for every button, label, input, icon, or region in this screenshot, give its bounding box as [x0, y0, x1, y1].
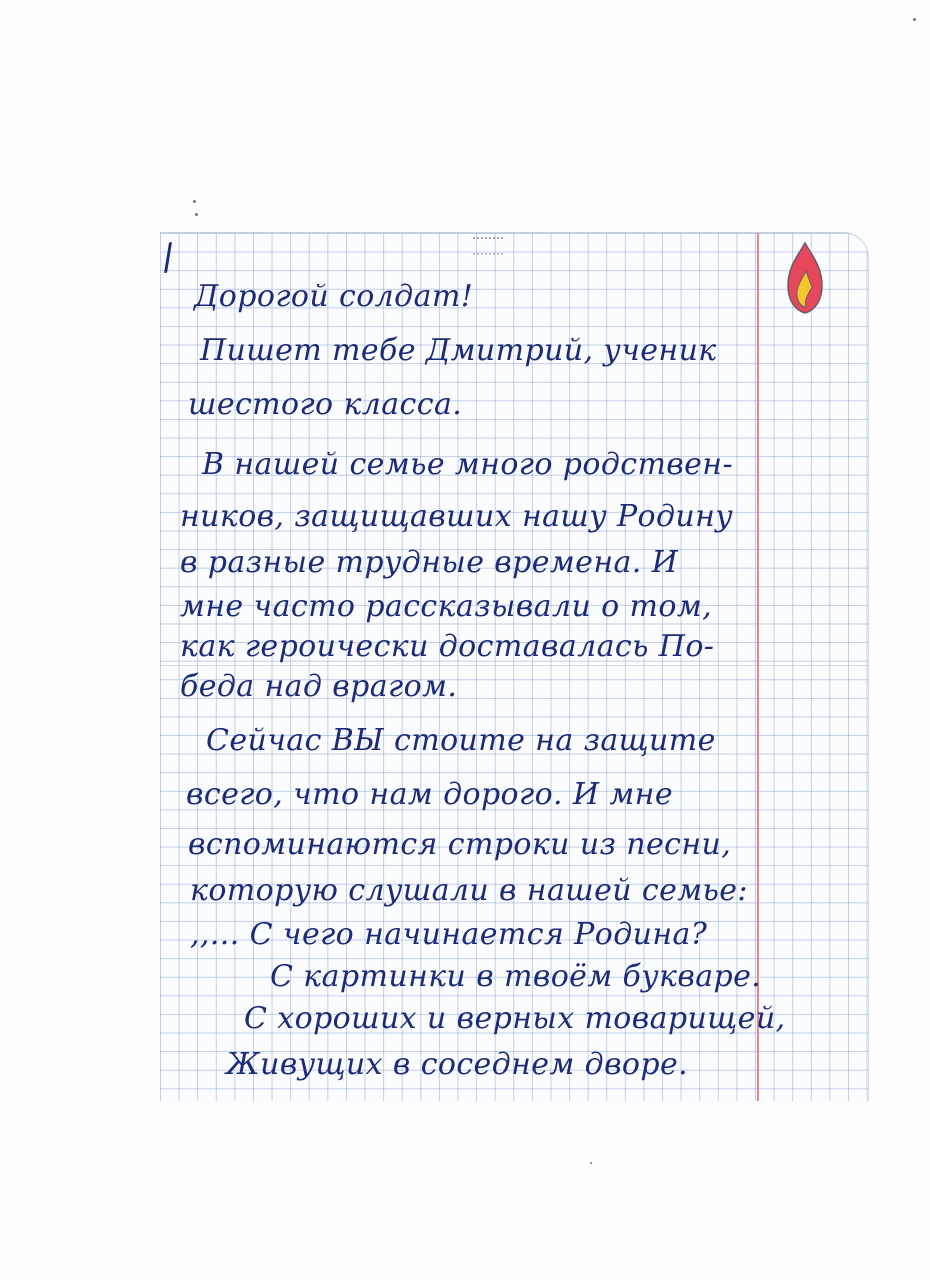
letter-line: которую слушали в нашей семье:: [190, 873, 748, 908]
scan-speck: [193, 200, 196, 203]
pencil-scribble: [473, 237, 503, 255]
letter-line: Пишет тебе Дмитрий, ученик: [200, 333, 717, 368]
corner-slash-mark: /: [159, 236, 177, 279]
fold-line: [160, 665, 868, 666]
notebook-sheet: [160, 232, 869, 1101]
letter-line: Дорогой солдат!: [194, 279, 474, 314]
letter-line: беда над врагом.: [180, 669, 458, 704]
letter-line: С хороших и верных товарищей,: [244, 1001, 786, 1036]
letter-line: Живущих в соседнем дворе.: [226, 1047, 689, 1082]
letter-line: Сейчас ВЫ стоите на защите: [206, 723, 716, 758]
letter-line: ,,... С чего начинается Родина?: [190, 917, 708, 952]
letter-line: С картинки в твоём букваре.: [270, 959, 762, 994]
letter-line: в разные трудные времена. И: [180, 545, 679, 580]
letter-line: шестого класса.: [188, 387, 463, 422]
scan-speck: [913, 18, 916, 21]
letter-line: всего, что нам дорого. И мне: [186, 777, 673, 812]
letter-line: как героически доставалась По-: [180, 629, 715, 664]
letter-line: ников, защищавших нашу Родину: [180, 499, 734, 534]
letter-line: В нашей семье много родствен-: [202, 447, 734, 482]
scan-speck: [195, 213, 198, 216]
scan-speck: [590, 1162, 592, 1164]
letter-line: вспоминаются строки из песни,: [188, 827, 732, 862]
flame-icon: [785, 241, 825, 315]
letter-line: мне часто рассказывали о том,: [180, 589, 713, 624]
